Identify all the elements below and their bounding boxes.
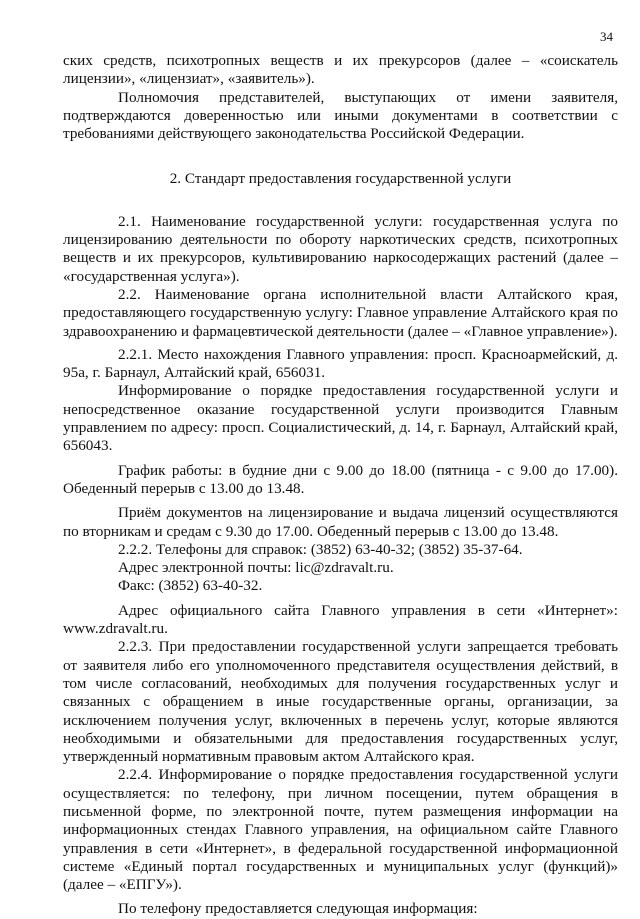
paragraph-fax: Факс: (3852) 63-40-32. bbox=[118, 577, 263, 595]
paragraph-work-schedule: График работы: в будние дни с 9.00 до 18.00 (пятница - с 9.00 до 17.00). Обеденный перерыв с 13.00 до 13.48. bbox=[63, 461, 618, 497]
paragraph-2-2: 2.2. Наименование органа исполнительной власти Алтайского края, предоставляющего государственную услугу: Главное управление Алтайского края по здравоохранению и фармацевтической деятельности (далее – «Главное управление»). bbox=[63, 285, 618, 340]
paragraph-representatives: Полномочия представителей, выступающих от имени заявителя, подтверждаются доверенностью или иными документами в соответствии с требованиями действующего законодательства Российской Федерации. bbox=[63, 88, 618, 143]
paragraph-informing-address: Информирование о порядке предоставления государственной услуги и непосредственное оказание государственной услуги производится Главным управлением по адресу: просп. Социалистический, д. 14, г. Барнаул, Алтайский край, 656043. bbox=[63, 382, 618, 455]
paragraph-phone-info: По телефону предоставляется следующая информация: bbox=[118, 900, 478, 918]
paragraph-2-2-2-phones: 2.2.2. Телефоны для справок: (3852) 63-40-32; (3852) 35-37-64. bbox=[118, 540, 523, 558]
paragraph-2-1: 2.1. Наименование государственной услуги: государственная услуга по лицензированию деятельности по обороту наркотических средств, психотропных веществ и их прекурсоров, культивированию наркосодержащих растений (далее – «государственная услуга»). bbox=[63, 212, 618, 285]
paragraph-2-2-3: 2.2.3. При предоставлении государственной услуги запрещается требовать от заявителя либо его уполномоченного представителя осуществления действий, в том числе согласований, необходимых для получения государственных услуг и связанных с обращением в иные государственные органы, организации, за исключением получения услуг, включенных в перечень услуг, которые являются необходимыми и обязательными для предоставления государственных услуг, утвержденный нормативным правовым актом Алтайского края. bbox=[63, 638, 618, 766]
paragraph-2-2-1: 2.2.1. Место нахождения Главного управления: просп. Красноармейский, д. 95а, г. Барнаул, Алтайский край, 656031. bbox=[63, 345, 618, 382]
page-number: 34 bbox=[600, 29, 613, 44]
paragraph-2-2-4: 2.2.4. Информирование о порядке предоставления государственной услуги осуществляется: по телефону, при личном посещении, путем обращения в письменной форме, по электронной почте, путем размещения информации на информационных стендах Главного управления, на официальном сайте Главного управления в сети «Интернет», в федеральной государственной информационной системе «Единый портал государственных и муниципальных услуг (функций)» (далее – «ЕПГУ»). bbox=[63, 766, 618, 894]
paragraph-document-reception: Приём документов на лицензирование и выдача лицензий осуществляются по вторникам и средам с 9.30 до 17.00. Обеденный перерыв с 13.00 до 13.48. bbox=[63, 504, 618, 540]
section-title: 2. Стандарт предоставления государственной услуги bbox=[169, 170, 512, 188]
paragraph-email: Адрес электронной почты: lic@zdravalt.ru. bbox=[118, 559, 394, 577]
paragraph-website: Адрес официального сайта Главного управления в сети «Интернет»: www.zdravalt.ru. bbox=[63, 601, 618, 638]
document-body bbox=[63, 52, 618, 919]
paragraph-continuation: ских средств, психотропных веществ и их прекурсоров (далее – «соискатель лицензии», «лицензиат», «заявитель»). bbox=[63, 52, 618, 88]
